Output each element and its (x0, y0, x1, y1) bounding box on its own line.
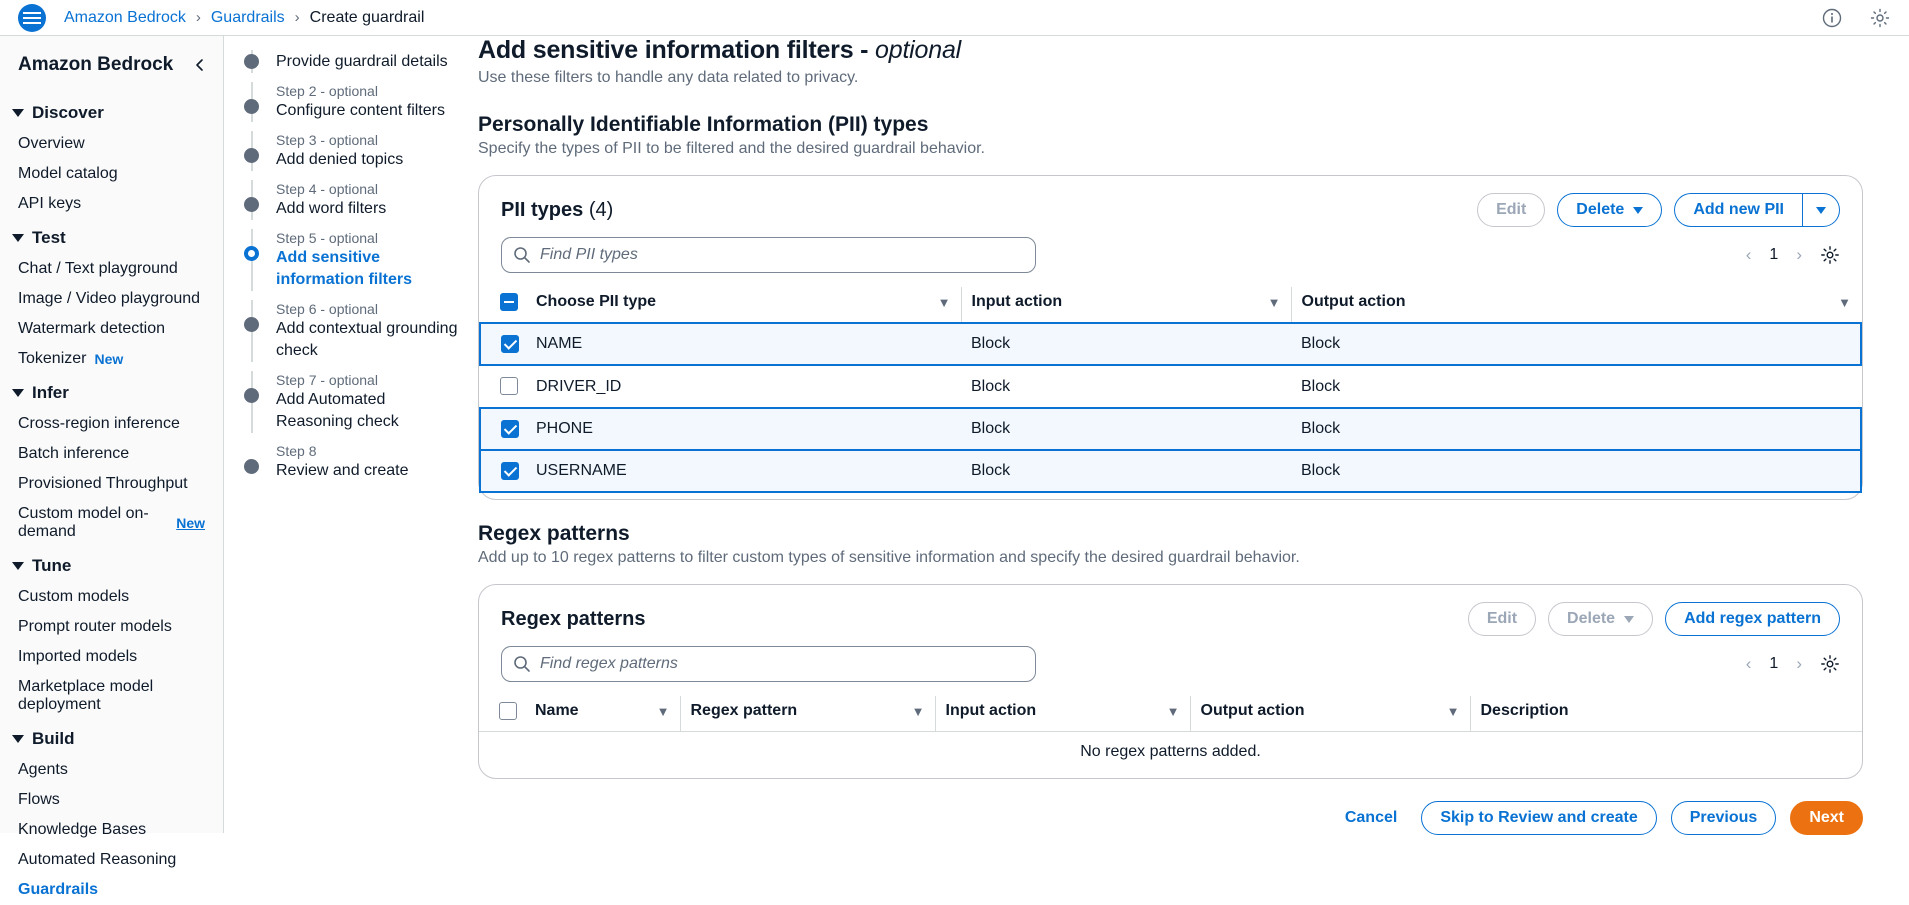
pii-search-input[interactable] (501, 237, 1036, 273)
search-icon (513, 655, 531, 673)
pii-row-output-action: Block (1291, 408, 1861, 450)
chevron-down-icon (1633, 207, 1643, 214)
regex-section-heading: Regex patterns (478, 522, 630, 546)
sort-icon[interactable]: ▼ (656, 703, 670, 719)
table-row[interactable] (480, 365, 1861, 407)
pii-table-head (480, 287, 1861, 323)
pii-column-output-action[interactable] (1291, 287, 1861, 323)
sidebar-item-label: Custom models (18, 588, 130, 605)
sidebar-item-label: Watermark detection (18, 320, 166, 337)
pii-card-count: (4) (588, 198, 614, 221)
pii-row-output-action: Block (1291, 450, 1861, 492)
regex-column-pattern-label: Regex pattern (690, 702, 798, 720)
pii-row-type: PHONE (526, 408, 961, 450)
pii-table-header-row (480, 287, 1861, 323)
regex-column-description[interactable] (1470, 696, 1862, 732)
nav-group-label: Discover (32, 103, 104, 122)
page-description: Use these filters to handle any data related to privacy. (478, 69, 859, 86)
wizard-step-7[interactable] (242, 371, 464, 433)
sidebar-item-marketplace-model-deployment[interactable] (0, 672, 223, 720)
sort-icon[interactable]: ▼ (1166, 703, 1180, 719)
sidebar-item-overview[interactable] (0, 129, 223, 159)
nav-group-label: Tune (32, 556, 72, 575)
pii-column-input-action-label: Input action (971, 293, 1063, 311)
pii-row-select-cell (480, 408, 526, 450)
nav-group-tune (0, 547, 223, 720)
table-row[interactable] (480, 450, 1861, 492)
sidebar-item-automated-reasoning[interactable] (0, 845, 223, 875)
regex-column-name-label: Name (535, 702, 579, 720)
sidebar-item-label: Agents (18, 761, 68, 778)
regex-column-output-action[interactable] (1190, 696, 1470, 732)
pii-card-title-text: PII types (501, 198, 584, 221)
row-checkbox[interactable] (501, 462, 519, 480)
step-marker (244, 459, 259, 474)
nav-group-header-build[interactable] (0, 720, 223, 755)
pii-row-output-action: Block (1291, 323, 1861, 365)
regex-column-description-label: Description (1480, 702, 1569, 720)
regex-edit-button[interactable]: Edit (1468, 602, 1536, 636)
side-navigation (0, 36, 224, 898)
wizard-step-4[interactable] (242, 180, 464, 220)
regex-select-all-header (479, 696, 525, 732)
wizard-step-6[interactable] (242, 300, 464, 362)
regex-empty-message: No regex patterns added. (1080, 743, 1261, 761)
gear-icon[interactable] (1869, 7, 1891, 29)
wizard-step-label[interactable]: Configure content filters (276, 102, 445, 119)
pii-row-select-cell (480, 323, 526, 365)
pii-section-description: Specify the types of PII to be filtered and the desired guardrail behavior. (478, 140, 985, 157)
pii-table-preferences-icon[interactable] (1820, 245, 1840, 265)
add-new-pii-split-button (1674, 193, 1840, 227)
pii-section-heading: Personally Identifiable Information (PII) types (478, 113, 929, 136)
row-checkbox[interactable] (500, 377, 518, 395)
sidebar-item-custom-model-on-demand[interactable] (0, 499, 223, 547)
sidebar-item-label: Guardrails (18, 881, 99, 898)
sidebar-item-label: Marketplace model deployment (18, 678, 154, 713)
sidebar-item-label: Cross-region inference (18, 415, 180, 432)
sidebar-item-prompt-router-models[interactable] (0, 612, 223, 642)
sidebar-item-label: Batch inference (18, 445, 130, 462)
sidebar-item-batch-inference[interactable] (0, 439, 223, 469)
regex-card-header (479, 585, 1862, 646)
side-navigation-header (0, 54, 223, 76)
nav-group-label: Infer (32, 383, 69, 402)
wizard-step-label[interactable]: Add contextual grounding check (276, 320, 458, 359)
row-checkbox[interactable] (501, 335, 519, 353)
sidebar-item-label: Imported models (18, 648, 138, 665)
pii-delete-button[interactable] (1557, 193, 1662, 227)
sidebar-item-label: Provisioned Throughput (18, 475, 188, 492)
wizard-step-2[interactable] (242, 82, 464, 122)
menu-icon[interactable] (18, 4, 46, 32)
regex-pagination (1746, 654, 1840, 674)
page-title-text: Add sensitive information filters - (478, 36, 876, 64)
nav-group-label: Test (32, 228, 66, 247)
chevron-down-icon (12, 735, 24, 743)
sort-icon[interactable]: ▼ (1446, 703, 1460, 719)
sidebar-item-custom-models[interactable] (0, 582, 223, 612)
step-marker (244, 148, 259, 163)
sidebar-item-label: Knowledge Bases (18, 821, 147, 838)
cancel-button[interactable]: Cancel (1335, 802, 1407, 834)
sidebar-item-label: Prompt router models (18, 618, 172, 635)
chevron-left-icon[interactable] (191, 56, 209, 74)
nav-group-header-test[interactable] (0, 219, 223, 254)
sort-icon[interactable]: ▼ (1838, 294, 1851, 310)
wizard-steps (224, 36, 464, 833)
regex-table-preferences-icon[interactable] (1820, 654, 1840, 674)
sidebar-item-label: Custom model on-demand (18, 505, 149, 540)
breadcrumb-separator: › (294, 9, 300, 26)
breadcrumb (64, 9, 424, 27)
nav-group-header-discover[interactable] (0, 94, 223, 129)
sidebar-item-label: API keys (18, 195, 82, 212)
regex-search-box (501, 646, 1036, 682)
breadcrumb-item-current: Create guardrail (309, 8, 425, 26)
table-row[interactable] (480, 408, 1861, 450)
step-marker (244, 388, 259, 403)
regex-search-row (479, 646, 1862, 682)
sort-icon[interactable]: ▼ (937, 294, 951, 310)
wizard-footer-actions (478, 801, 1863, 835)
nav-group-label: Build (32, 729, 75, 748)
chevron-down-icon (1816, 207, 1826, 214)
wizard-step-number: Step 4 - optional (276, 181, 378, 197)
wizard-step-number: Step 8 (276, 443, 317, 459)
pii-delete-label: Delete (1576, 201, 1625, 218)
pii-row-output-action: Block (1291, 365, 1861, 407)
add-new-pii-button[interactable]: Add new PII (1674, 193, 1802, 227)
regex-empty-row (479, 732, 1862, 773)
search-icon (513, 246, 531, 264)
pii-column-input-action[interactable] (961, 287, 1291, 323)
page-title-optional: optional (875, 36, 962, 64)
sidebar-item-label: Model catalog (18, 165, 118, 182)
regex-card-title: Regex patterns (501, 607, 646, 630)
chevron-down-icon (1624, 616, 1634, 623)
top-bar (0, 0, 1909, 36)
pii-row-type: NAME (526, 323, 961, 365)
table-row[interactable] (480, 323, 1861, 365)
regex-delete-button[interactable] (1548, 602, 1653, 636)
regex-table-body (479, 732, 1862, 773)
pagination-next-icon[interactable]: › (1796, 245, 1802, 264)
chevron-down-icon (12, 562, 24, 570)
wizard-step-number: Step 5 - optional (276, 230, 378, 246)
step-marker-current (244, 246, 259, 261)
regex-select-all-checkbox[interactable] (499, 702, 517, 720)
main-content (464, 36, 1909, 833)
row-checkbox[interactable] (501, 420, 519, 438)
sidebar-item-guardrails[interactable] (0, 875, 223, 905)
wizard-step-3[interactable] (242, 131, 464, 171)
wizard-step-number: Step 6 - optional (276, 301, 378, 317)
wizard-step-label[interactable]: Add word filters (276, 200, 387, 217)
wizard-step-5[interactable] (242, 229, 464, 291)
sidebar-item-label: Chat / Text playground (18, 260, 178, 277)
add-regex-pattern-button[interactable]: Add regex pattern (1665, 602, 1840, 636)
regex-column-input-action[interactable] (935, 696, 1190, 732)
regex-delete-label: Delete (1567, 610, 1616, 628)
sidebar-item-provisioned-throughput[interactable] (0, 469, 223, 499)
breadcrumb-item-guardrails[interactable]: Guardrails (210, 8, 285, 26)
regex-section-description: Add up to 10 regex patterns to filter custom types of sensitive information and specify the desired guardrail behavior. (478, 549, 1300, 567)
chevron-down-icon (12, 389, 24, 397)
wizard-step-number: Step 7 - optional (276, 372, 378, 388)
sidebar-item-label: Image / Video playground (18, 290, 201, 307)
pii-search-box (501, 237, 1036, 273)
regex-column-pattern[interactable] (680, 696, 935, 732)
sort-icon[interactable]: ▼ (1267, 294, 1281, 310)
pii-row-input-action: Block (961, 365, 1291, 407)
breadcrumb-item-bedrock[interactable]: Amazon Bedrock (64, 8, 186, 26)
skip-to-review-button[interactable]: Skip to Review and create (1421, 801, 1656, 835)
badge-new: New (94, 351, 124, 367)
sidebar-item-agents[interactable] (0, 755, 223, 785)
pii-select-all-checkbox[interactable] (500, 293, 518, 311)
pii-card-actions (1477, 193, 1840, 227)
wizard-step-label[interactable]: Review and create (276, 462, 409, 479)
chevron-down-icon (12, 109, 24, 117)
step-marker (244, 54, 259, 69)
wizard-step-number: Step 2 - optional (276, 83, 378, 99)
page-title (478, 36, 1863, 65)
pii-pagination (1746, 245, 1840, 265)
regex-table-head (479, 696, 1862, 732)
step-marker (244, 317, 259, 332)
breadcrumb-separator: › (195, 9, 201, 26)
pii-edit-button[interactable]: Edit (1477, 193, 1545, 227)
pagination-page-number[interactable]: 1 (1769, 655, 1779, 673)
sidebar-item-model-catalog[interactable] (0, 159, 223, 189)
sort-icon[interactable]: ▼ (911, 703, 925, 719)
pii-row-select-cell (480, 450, 526, 492)
wizard-step-number: Step 3 - optional (276, 132, 378, 148)
sidebar-item-chat-text-playground[interactable] (0, 254, 223, 284)
sidebar-item-label: Overview (18, 135, 85, 152)
wizard-step-1[interactable] (242, 50, 464, 73)
pii-row-type: DRIVER_ID (526, 365, 961, 407)
pii-row-input-action: Block (961, 408, 1291, 450)
sidebar-item-imported-models[interactable] (0, 642, 223, 672)
next-button[interactable]: Next (1790, 801, 1863, 835)
sidebar-item-api-keys[interactable] (0, 189, 223, 219)
chevron-down-icon (12, 234, 24, 242)
add-new-pii-dropdown-button[interactable] (1802, 193, 1840, 227)
pii-select-all-header (480, 287, 526, 323)
pii-card-header (479, 176, 1862, 237)
previous-button[interactable]: Previous (1671, 801, 1777, 835)
pii-table-body (480, 323, 1861, 492)
pii-types-table (479, 287, 1862, 493)
regex-patterns-card (478, 584, 1863, 779)
pii-row-type: USERNAME (526, 450, 961, 492)
step-marker (244, 99, 259, 114)
regex-patterns-table (479, 696, 1862, 772)
regex-column-name[interactable] (525, 696, 680, 732)
nav-group-test (0, 219, 223, 374)
regex-search-input[interactable] (501, 646, 1036, 682)
sidebar-item-image-video-playground[interactable] (0, 284, 223, 314)
sidebar-item-knowledge-bases[interactable] (0, 815, 223, 845)
sidebar-item-tokenizer[interactable] (0, 344, 223, 374)
pagination-previous-icon[interactable]: ‹ (1745, 245, 1752, 264)
sidebar-item-cross-region-inference[interactable] (0, 409, 223, 439)
top-bar-actions (1821, 7, 1891, 29)
pagination-page-number[interactable]: 1 (1769, 246, 1779, 263)
regex-column-output-action-label: Output action (1200, 702, 1305, 720)
pii-search-row (479, 237, 1862, 273)
side-navigation-title: Amazon Bedrock (18, 54, 174, 75)
wizard-step-label[interactable]: Add Automated Reasoning check (276, 391, 399, 430)
pii-row-input-action: Block (961, 323, 1291, 365)
wizard-step-label[interactable]: Add denied topics (276, 151, 404, 168)
regex-table-header-row (479, 696, 1862, 732)
step-marker (244, 197, 259, 212)
sidebar-item-label: Flows (18, 791, 60, 808)
pagination-next-icon[interactable]: › (1796, 654, 1802, 674)
nav-group-header-tune[interactable] (0, 547, 223, 582)
nav-group-header-infer[interactable] (0, 374, 223, 409)
pagination-previous-icon[interactable]: ‹ (1745, 654, 1752, 674)
sidebar-item-label: Automated Reasoning (18, 851, 177, 868)
info-circle-icon[interactable] (1821, 7, 1843, 29)
pii-column-output-action-label: Output action (1301, 293, 1406, 311)
regex-column-input-action-label: Input action (945, 702, 1037, 720)
regex-card-actions (1468, 602, 1840, 636)
sidebar-item-label: Tokenizer (18, 350, 87, 367)
sidebar-item-flows[interactable] (0, 785, 223, 815)
wizard-step-label[interactable]: Provide guardrail details (276, 53, 448, 70)
pii-card-title (501, 199, 613, 222)
nav-group-infer (0, 374, 223, 547)
pii-row-select-cell (480, 365, 526, 407)
badge-new: New (176, 515, 205, 531)
pii-row-input-action: Block (961, 450, 1291, 492)
nav-group-discover (0, 94, 223, 219)
pii-types-card (478, 175, 1863, 500)
pii-column-type-label: Choose PII type (536, 293, 657, 311)
wizard-step-8[interactable] (242, 442, 464, 482)
sidebar-item-watermark-detection[interactable] (0, 314, 223, 344)
wizard-step-label[interactable]: Add sensitive information filters (276, 249, 413, 288)
pii-column-type[interactable] (526, 287, 961, 323)
nav-group-build (0, 720, 223, 905)
